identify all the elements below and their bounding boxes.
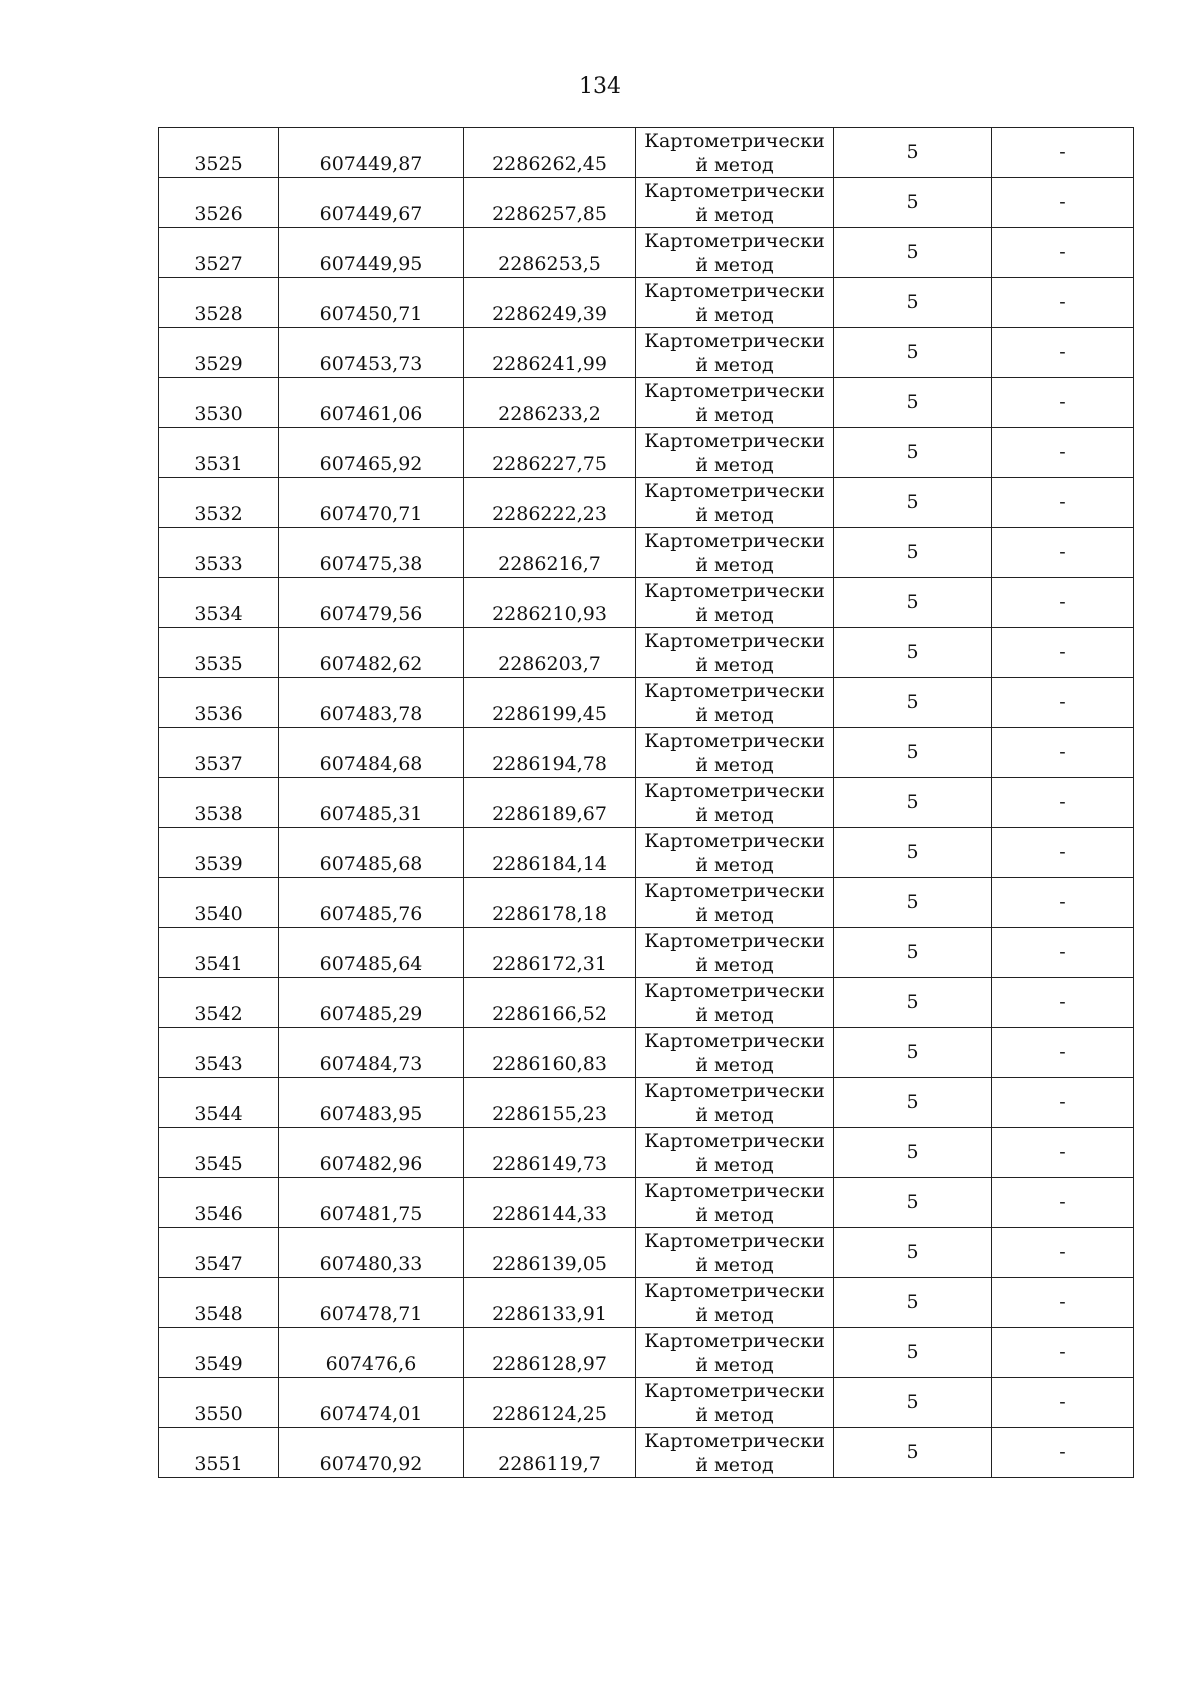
- point-number-cell: 3551: [159, 1428, 279, 1478]
- table-row: [159, 1328, 1134, 1378]
- y-coordinate-cell: 2286119,7: [464, 1428, 636, 1478]
- method-cell: [636, 1328, 834, 1378]
- accuracy-cell: 5: [834, 828, 992, 878]
- y-coordinate-cell: 2286178,18: [464, 878, 636, 928]
- x-coordinate-cell: 607465,92: [279, 428, 464, 478]
- point-number-cell: 3537: [159, 728, 279, 778]
- method-line-2: й метод: [695, 453, 774, 476]
- accuracy-cell: 5: [834, 928, 992, 978]
- x-coordinate-cell: 607485,68: [279, 828, 464, 878]
- method-cell: [636, 628, 834, 678]
- point-number-cell: 3546: [159, 1178, 279, 1228]
- note-cell: -: [992, 1228, 1134, 1278]
- accuracy-cell: 5: [834, 128, 992, 178]
- accuracy-cell: 5: [834, 1228, 992, 1278]
- method-line-1: Картометрически: [644, 1379, 825, 1402]
- point-number-cell: 3549: [159, 1328, 279, 1378]
- accuracy-cell: 5: [834, 1178, 992, 1228]
- point-number-cell: 3527: [159, 228, 279, 278]
- method-line-2: й метод: [695, 1303, 774, 1326]
- y-coordinate-cell: 2286241,99: [464, 328, 636, 378]
- table-row: [159, 1228, 1134, 1278]
- method-cell: [636, 778, 834, 828]
- point-number-cell: 3545: [159, 1128, 279, 1178]
- method-cell: [636, 128, 834, 178]
- method-cell: [636, 378, 834, 428]
- table-row: [159, 1028, 1134, 1078]
- x-coordinate-cell: 607481,75: [279, 1178, 464, 1228]
- method-cell: [636, 428, 834, 478]
- x-coordinate-cell: 607453,73: [279, 328, 464, 378]
- point-number-cell: 3533: [159, 528, 279, 578]
- accuracy-cell: 5: [834, 1028, 992, 1078]
- method-line-1: Картометрически: [644, 129, 825, 152]
- table-row: [159, 128, 1134, 178]
- method-line-2: й метод: [695, 153, 774, 176]
- x-coordinate-cell: 607470,92: [279, 1428, 464, 1478]
- method-line-1: Картометрически: [644, 1029, 825, 1052]
- table-row: [159, 678, 1134, 728]
- y-coordinate-cell: 2286166,52: [464, 978, 636, 1028]
- method-cell: [636, 528, 834, 578]
- method-line-2: й метод: [695, 1153, 774, 1176]
- method-line-2: й метод: [695, 1353, 774, 1376]
- method-line-1: Картометрически: [644, 279, 825, 302]
- x-coordinate-cell: 607470,71: [279, 478, 464, 528]
- x-coordinate-cell: 607484,73: [279, 1028, 464, 1078]
- method-line-1: Картометрически: [644, 629, 825, 652]
- x-coordinate-cell: 607485,64: [279, 928, 464, 978]
- table-row: [159, 428, 1134, 478]
- method-line-2: й метод: [695, 703, 774, 726]
- note-cell: -: [992, 328, 1134, 378]
- accuracy-cell: 5: [834, 628, 992, 678]
- x-coordinate-cell: 607483,95: [279, 1078, 464, 1128]
- method-cell: [636, 928, 834, 978]
- method-line-2: й метод: [695, 753, 774, 776]
- x-coordinate-cell: 607482,96: [279, 1128, 464, 1178]
- point-number-cell: 3548: [159, 1278, 279, 1328]
- method-cell: [636, 278, 834, 328]
- x-coordinate-cell: 607485,76: [279, 878, 464, 928]
- method-line-1: Картометрически: [644, 579, 825, 602]
- method-cell: [636, 1028, 834, 1078]
- accuracy-cell: 5: [834, 728, 992, 778]
- accuracy-cell: 5: [834, 1428, 992, 1478]
- table-row: [159, 1378, 1134, 1428]
- x-coordinate-cell: 607485,31: [279, 778, 464, 828]
- table-row: [159, 778, 1134, 828]
- table-row: [159, 828, 1134, 878]
- method-line-2: й метод: [695, 1103, 774, 1126]
- method-line-2: й метод: [695, 853, 774, 876]
- x-coordinate-cell: 607482,62: [279, 628, 464, 678]
- accuracy-cell: 5: [834, 978, 992, 1028]
- method-cell: [636, 478, 834, 528]
- accuracy-cell: 5: [834, 1378, 992, 1428]
- table-row: [159, 1078, 1134, 1128]
- table-body: [159, 128, 1134, 1478]
- point-number-cell: 3529: [159, 328, 279, 378]
- method-cell: [636, 728, 834, 778]
- table-row: [159, 228, 1134, 278]
- x-coordinate-cell: 607449,87: [279, 128, 464, 178]
- method-cell: [636, 878, 834, 928]
- accuracy-cell: 5: [834, 528, 992, 578]
- x-coordinate-cell: 607475,38: [279, 528, 464, 578]
- point-number-cell: 3530: [159, 378, 279, 428]
- accuracy-cell: 5: [834, 778, 992, 828]
- method-line-1: Картометрически: [644, 1229, 825, 1252]
- method-line-1: Картометрически: [644, 329, 825, 352]
- method-cell: [636, 228, 834, 278]
- table-row: [159, 728, 1134, 778]
- coordinates-table: [158, 127, 1134, 1478]
- method-line-2: й метод: [695, 1453, 774, 1476]
- table-row: [159, 1178, 1134, 1228]
- method-line-1: Картометрически: [644, 679, 825, 702]
- y-coordinate-cell: 2286216,7: [464, 528, 636, 578]
- y-coordinate-cell: 2286233,2: [464, 378, 636, 428]
- table-row: [159, 878, 1134, 928]
- method-line-2: й метод: [695, 253, 774, 276]
- note-cell: -: [992, 1278, 1134, 1328]
- y-coordinate-cell: 2286124,25: [464, 1378, 636, 1428]
- note-cell: -: [992, 778, 1134, 828]
- point-number-cell: 3535: [159, 628, 279, 678]
- note-cell: -: [992, 428, 1134, 478]
- y-coordinate-cell: 2286253,5: [464, 228, 636, 278]
- method-line-1: Картометрически: [644, 879, 825, 902]
- method-cell: [636, 1278, 834, 1328]
- note-cell: -: [992, 628, 1134, 678]
- y-coordinate-cell: 2286194,78: [464, 728, 636, 778]
- x-coordinate-cell: 607449,67: [279, 178, 464, 228]
- method-cell: [636, 828, 834, 878]
- table-row: [159, 378, 1134, 428]
- note-cell: -: [992, 978, 1134, 1028]
- method-line-2: й метод: [695, 1203, 774, 1226]
- method-cell: [636, 1378, 834, 1428]
- accuracy-cell: 5: [834, 428, 992, 478]
- table-row: [159, 528, 1134, 578]
- method-line-1: Картометрически: [644, 1179, 825, 1202]
- y-coordinate-cell: 2286144,33: [464, 1178, 636, 1228]
- method-cell: [636, 678, 834, 728]
- table-row: [159, 928, 1134, 978]
- accuracy-cell: 5: [834, 1078, 992, 1128]
- point-number-cell: 3540: [159, 878, 279, 928]
- note-cell: -: [992, 1028, 1134, 1078]
- point-number-cell: 3534: [159, 578, 279, 628]
- y-coordinate-cell: 2286262,45: [464, 128, 636, 178]
- note-cell: -: [992, 678, 1134, 728]
- method-line-2: й метод: [695, 553, 774, 576]
- method-line-2: й метод: [695, 1053, 774, 1076]
- accuracy-cell: 5: [834, 178, 992, 228]
- y-coordinate-cell: 2286133,91: [464, 1278, 636, 1328]
- method-line-1: Картометрически: [644, 829, 825, 852]
- page-number: 134: [579, 74, 621, 99]
- note-cell: -: [992, 578, 1134, 628]
- x-coordinate-cell: 607476,6: [279, 1328, 464, 1378]
- method-line-1: Картометрически: [644, 1279, 825, 1302]
- y-coordinate-cell: 2286257,85: [464, 178, 636, 228]
- method-line-1: Картометрически: [644, 1129, 825, 1152]
- method-line-2: й метод: [695, 403, 774, 426]
- y-coordinate-cell: 2286149,73: [464, 1128, 636, 1178]
- method-line-1: Картометрически: [644, 429, 825, 452]
- note-cell: -: [992, 278, 1134, 328]
- method-line-1: Картометрически: [644, 1079, 825, 1102]
- point-number-cell: 3542: [159, 978, 279, 1028]
- point-number-cell: 3531: [159, 428, 279, 478]
- note-cell: -: [992, 878, 1134, 928]
- point-number-cell: 3538: [159, 778, 279, 828]
- method-line-1: Картометрически: [644, 479, 825, 502]
- table-row: [159, 178, 1134, 228]
- x-coordinate-cell: 607449,95: [279, 228, 464, 278]
- table-row: [159, 628, 1134, 678]
- x-coordinate-cell: 607484,68: [279, 728, 464, 778]
- point-number-cell: 3528: [159, 278, 279, 328]
- method-line-1: Картометрически: [644, 179, 825, 202]
- note-cell: -: [992, 1378, 1134, 1428]
- point-number-cell: 3536: [159, 678, 279, 728]
- table-row: [159, 328, 1134, 378]
- method-cell: [636, 328, 834, 378]
- method-line-2: й метод: [695, 1403, 774, 1426]
- note-cell: -: [992, 1078, 1134, 1128]
- x-coordinate-cell: 607483,78: [279, 678, 464, 728]
- y-coordinate-cell: 2286155,23: [464, 1078, 636, 1128]
- note-cell: -: [992, 178, 1134, 228]
- method-cell: [636, 1078, 834, 1128]
- note-cell: -: [992, 1178, 1134, 1228]
- method-line-2: й метод: [695, 653, 774, 676]
- note-cell: -: [992, 1128, 1134, 1178]
- method-cell: [636, 178, 834, 228]
- method-line-2: й метод: [695, 303, 774, 326]
- table-row: [159, 578, 1134, 628]
- x-coordinate-cell: 607474,01: [279, 1378, 464, 1428]
- note-cell: -: [992, 828, 1134, 878]
- method-line-1: Картометрически: [644, 929, 825, 952]
- y-coordinate-cell: 2286210,93: [464, 578, 636, 628]
- note-cell: -: [992, 1328, 1134, 1378]
- note-cell: -: [992, 728, 1134, 778]
- x-coordinate-cell: 607480,33: [279, 1228, 464, 1278]
- y-coordinate-cell: 2286199,45: [464, 678, 636, 728]
- table-row: [159, 1428, 1134, 1478]
- point-number-cell: 3550: [159, 1378, 279, 1428]
- accuracy-cell: 5: [834, 578, 992, 628]
- x-coordinate-cell: 607485,29: [279, 978, 464, 1028]
- y-coordinate-cell: 2286128,97: [464, 1328, 636, 1378]
- note-cell: -: [992, 528, 1134, 578]
- method-line-2: й метод: [695, 1003, 774, 1026]
- point-number-cell: 3541: [159, 928, 279, 978]
- accuracy-cell: 5: [834, 1128, 992, 1178]
- table-row: [159, 1128, 1134, 1178]
- note-cell: -: [992, 928, 1134, 978]
- method-line-2: й метод: [695, 203, 774, 226]
- y-coordinate-cell: 2286189,67: [464, 778, 636, 828]
- accuracy-cell: 5: [834, 478, 992, 528]
- x-coordinate-cell: 607461,06: [279, 378, 464, 428]
- y-coordinate-cell: 2286249,39: [464, 278, 636, 328]
- point-number-cell: 3525: [159, 128, 279, 178]
- method-cell: [636, 1178, 834, 1228]
- point-number-cell: 3544: [159, 1078, 279, 1128]
- method-cell: [636, 1428, 834, 1478]
- method-line-2: й метод: [695, 603, 774, 626]
- table-row: [159, 978, 1134, 1028]
- table-row: [159, 278, 1134, 328]
- method-line-2: й метод: [695, 503, 774, 526]
- note-cell: -: [992, 378, 1134, 428]
- method-line-2: й метод: [695, 903, 774, 926]
- y-coordinate-cell: 2286222,23: [464, 478, 636, 528]
- point-number-cell: 3526: [159, 178, 279, 228]
- y-coordinate-cell: 2286139,05: [464, 1228, 636, 1278]
- method-line-1: Картометрически: [644, 979, 825, 1002]
- method-line-1: Картометрически: [644, 1329, 825, 1352]
- accuracy-cell: 5: [834, 678, 992, 728]
- method-line-1: Картометрически: [644, 529, 825, 552]
- x-coordinate-cell: 607478,71: [279, 1278, 464, 1328]
- note-cell: -: [992, 228, 1134, 278]
- y-coordinate-cell: 2286172,31: [464, 928, 636, 978]
- point-number-cell: 3539: [159, 828, 279, 878]
- method-line-2: й метод: [695, 353, 774, 376]
- point-number-cell: 3543: [159, 1028, 279, 1078]
- point-number-cell: 3547: [159, 1228, 279, 1278]
- point-number-cell: 3532: [159, 478, 279, 528]
- method-cell: [636, 1228, 834, 1278]
- accuracy-cell: 5: [834, 378, 992, 428]
- note-cell: -: [992, 1428, 1134, 1478]
- table-row: [159, 1278, 1134, 1328]
- method-line-1: Картометрически: [644, 779, 825, 802]
- method-line-1: Картометрически: [644, 379, 825, 402]
- accuracy-cell: 5: [834, 228, 992, 278]
- note-cell: -: [992, 478, 1134, 528]
- x-coordinate-cell: 607479,56: [279, 578, 464, 628]
- method-cell: [636, 1128, 834, 1178]
- method-line-2: й метод: [695, 803, 774, 826]
- accuracy-cell: 5: [834, 878, 992, 928]
- y-coordinate-cell: 2286203,7: [464, 628, 636, 678]
- method-line-2: й метод: [695, 953, 774, 976]
- method-line-1: Картометрически: [644, 729, 825, 752]
- x-coordinate-cell: 607450,71: [279, 278, 464, 328]
- method-cell: [636, 978, 834, 1028]
- method-cell: [636, 578, 834, 628]
- accuracy-cell: 5: [834, 1328, 992, 1378]
- method-line-1: Картометрически: [644, 229, 825, 252]
- y-coordinate-cell: 2286160,83: [464, 1028, 636, 1078]
- y-coordinate-cell: 2286184,14: [464, 828, 636, 878]
- accuracy-cell: 5: [834, 328, 992, 378]
- y-coordinate-cell: 2286227,75: [464, 428, 636, 478]
- accuracy-cell: 5: [834, 278, 992, 328]
- accuracy-cell: 5: [834, 1278, 992, 1328]
- note-cell: -: [992, 128, 1134, 178]
- method-line-1: Картометрически: [644, 1429, 825, 1452]
- table-row: [159, 478, 1134, 528]
- method-line-2: й метод: [695, 1253, 774, 1276]
